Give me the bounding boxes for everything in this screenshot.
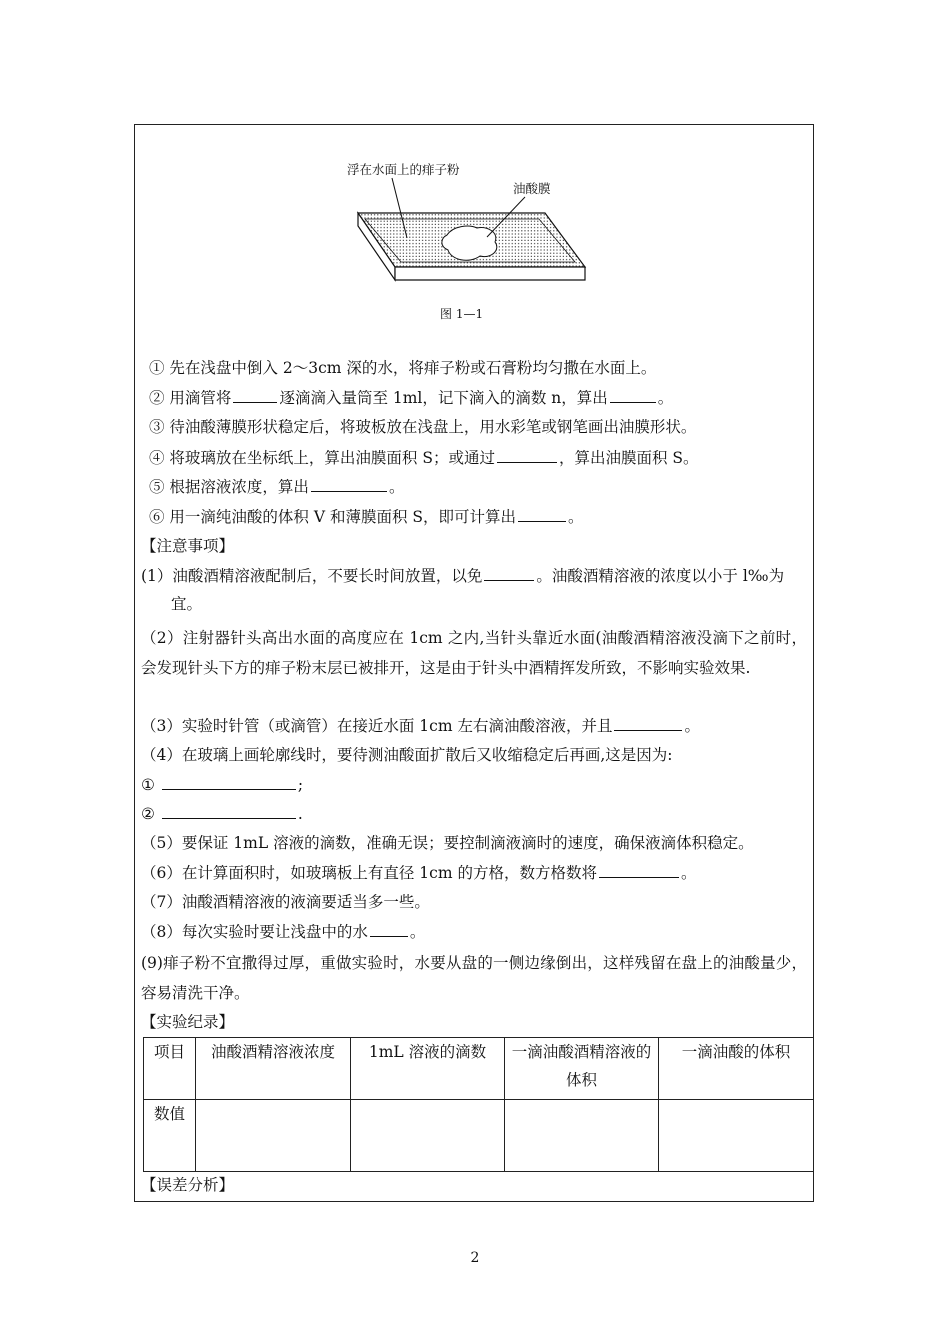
note-4-item-1-label: ① — [141, 776, 155, 794]
header-item: 项目 — [144, 1038, 196, 1100]
step-4-text-a: ④ 将玻璃放在坐标纸上，算出油膜面积 S；或通过 — [149, 449, 495, 467]
note-8 — [141, 921, 425, 942]
step-5-text-b: 。 — [388, 478, 405, 496]
note-8-text-a: （8）每次实验时要让浅盘中的水 — [141, 923, 368, 941]
note-4-item-2-label: ② — [141, 805, 155, 823]
header-drop-solution-volume: 一滴油酸酒精溶液的体积 — [505, 1038, 659, 1100]
note-3 — [141, 715, 700, 736]
note-1-text-b: 。油酸酒精溶液的浓度以小于 l‰为 — [536, 567, 785, 585]
step-2-text-c: 。 — [657, 389, 674, 407]
step-6 — [149, 506, 584, 527]
error-analysis-heading: 【误差分析】 — [141, 1176, 235, 1194]
note-4-item-2 — [141, 803, 303, 824]
note-6-text-b: 。 — [680, 864, 697, 882]
step-2 — [149, 387, 673, 408]
blank-n4-1[interactable] — [162, 774, 296, 790]
blank-n6[interactable] — [599, 862, 679, 878]
step-4 — [149, 447, 699, 468]
cell-drop-oleic-volume[interactable] — [659, 1100, 814, 1172]
blank-n1[interactable] — [484, 565, 534, 581]
content-frame — [134, 124, 814, 1202]
blank-5[interactable] — [311, 476, 387, 492]
note-4-item-2-end: . — [297, 805, 303, 823]
blank-2a[interactable] — [233, 387, 277, 403]
note-2: （2）注射器针头高出水面的高度应在 1cm 之内,当针头靠近水面(油酸酒精溶液没滴下之前时，会发现针头下方的痱子粉末层已被排开，这是由于针头中酒精挥发所致，不影响实验效果. — [141, 629, 807, 677]
blank-n4-2[interactable] — [162, 803, 296, 819]
note-4-item-1-end: ; — [297, 776, 304, 794]
tray-bottom-side — [395, 267, 585, 280]
note-6 — [141, 862, 696, 883]
note-4-item-1 — [141, 774, 303, 795]
step-5 — [149, 476, 404, 497]
note-6-text-a: （6）在计算面积时，如玻璃板上有直径 1cm 的方格，数方格数将 — [141, 864, 597, 882]
figure-caption: 图 1—1 — [440, 307, 484, 321]
blank-6[interactable] — [518, 506, 566, 522]
page-number: 2 — [470, 1250, 480, 1266]
note-5: （5）要保证 1mL 溶液的滴数，准确无误；要控制滴液滴时的速度，确保液滴体积稳定。 — [141, 834, 754, 852]
step-1: ① 先在浅盘中倒入 2～3cm 深的水，将痱子粉或石膏粉均匀撒在水面上。 — [149, 359, 657, 377]
table-header-row — [144, 1038, 814, 1100]
header-drop-oleic-volume: 一滴油酸的体积 — [659, 1038, 814, 1100]
figure-label-film: 油酸膜 — [513, 181, 551, 196]
table-row — [144, 1100, 814, 1172]
note-9: (9)痱子粉不宜撒得过厚，重做实验时，水要从盘的一侧边缘倒出，这样残留在盘上的油酸量少，容易清洗干净。 — [141, 954, 807, 1002]
step-3: ③ 待油酸薄膜形状稳定后，将玻板放在浅盘上，用水彩笔或钢笔画出油膜形状。 — [149, 418, 697, 436]
header-drop-count: 1mL 溶液的滴数 — [351, 1038, 505, 1100]
step-2-text-a: ② 用滴管将 — [149, 389, 232, 407]
note-4: （4）在玻璃上画轮廓线时，要待测油酸面扩散后又收缩稳定后再画,这是因为: — [141, 746, 673, 764]
header-concentration: 油酸酒精溶液浓度 — [196, 1038, 351, 1100]
figure-label-powder: 浮在水面上的痱子粉 — [347, 162, 460, 177]
note-1-cont: 宜。 — [171, 595, 203, 613]
record-table — [143, 1037, 814, 1172]
cell-drop-solution-volume[interactable] — [505, 1100, 659, 1172]
step-6-text-a: ⑥ 用一滴纯油酸的体积 V 和薄膜面积 S，即可计算出 — [149, 508, 517, 526]
blank-n8[interactable] — [370, 921, 408, 937]
row-label-value: 数值 — [144, 1100, 196, 1172]
note-8-text-b: 。 — [409, 923, 426, 941]
cell-drop-count[interactable] — [351, 1100, 505, 1172]
step-2-text-b: 逐滴滴入量筒至 1ml，记下滴入的滴数 n，算出 — [279, 389, 608, 407]
note-7: （7）油酸酒精溶液的液滴要适当多一些。 — [141, 893, 430, 911]
notes-heading: 【注意事项】 — [141, 537, 235, 555]
blank-4[interactable] — [497, 447, 557, 463]
note-1-text-a: (1）油酸酒精溶液配制后，不要长时间放置，以免 — [141, 567, 483, 585]
blank-2b[interactable] — [610, 387, 656, 403]
tray-figure — [335, 140, 595, 325]
record-heading: 【实验纪录】 — [141, 1013, 235, 1031]
step-6-text-b: 。 — [568, 508, 584, 526]
step-4-text-b: ，算出油膜面积 S。 — [558, 449, 699, 467]
note-3-text-a: （3）实验时针管（或滴管）在接近水面 1cm 左右滴油酸溶液，并且 — [141, 717, 613, 735]
note-3-text-b: 。 — [684, 717, 700, 735]
step-5-text-a: ⑤ 根据溶液浓度，算出 — [149, 478, 309, 496]
cell-concentration[interactable] — [196, 1100, 351, 1172]
note-1 — [141, 565, 784, 586]
blank-n3[interactable] — [614, 715, 682, 731]
